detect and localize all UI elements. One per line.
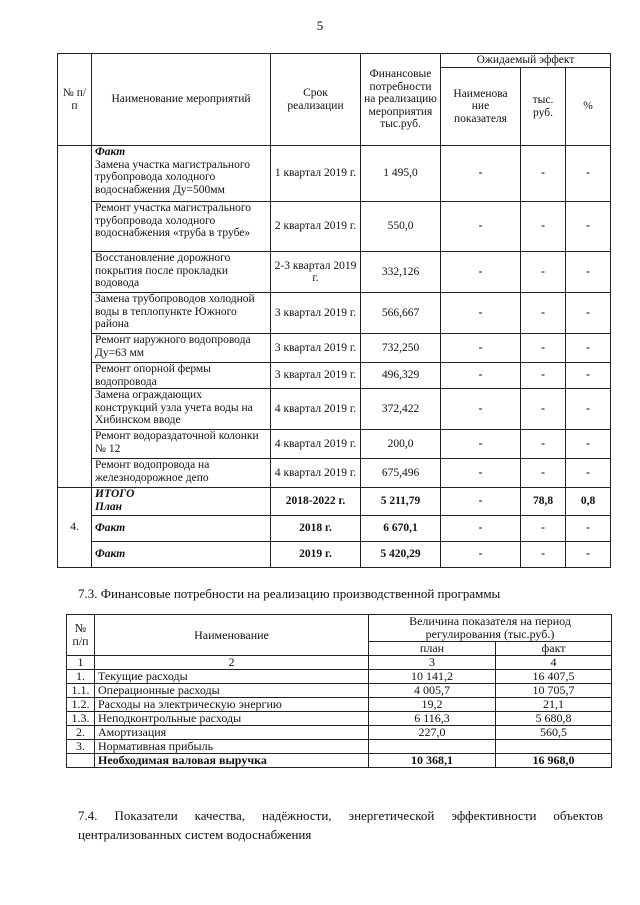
index-cell: 2: [95, 656, 369, 670]
measure-term: 3 квартал 2019 г.: [271, 363, 361, 389]
measure-row: [58, 146, 611, 202]
finance-row-name: Нормативная прибыль: [95, 740, 369, 754]
measure-effect-rub: -: [521, 363, 566, 389]
measure-name: Замена ограждающих конструкций узла учета воды на Хибинском вводе: [92, 389, 271, 430]
fact-row-term: 2018 г.: [271, 516, 361, 542]
measure-name: [92, 146, 271, 202]
measure-effect-pct: -: [566, 252, 611, 293]
finance-row-num: 1.1.: [67, 684, 95, 698]
fact-row-label: Факт: [92, 516, 271, 542]
index-row: [67, 656, 612, 670]
measure-term: 4 квартал 2019 г.: [271, 389, 361, 430]
measure-effect-rub: -: [521, 202, 566, 252]
section-7-3-title: 7.3. Финансовые потребности на реализацию производственной программы: [78, 586, 501, 601]
plan-label: План: [95, 500, 122, 513]
fact-row-label: Факт: [92, 542, 271, 568]
measure-effect-pct: -: [566, 293, 611, 334]
finance-row-num: 1.3.: [67, 712, 95, 726]
finance-row-plan: 10 368,1: [369, 754, 496, 768]
fact-row: [58, 516, 611, 542]
measure-sum: 1 495,0: [361, 146, 441, 202]
finance-row-plan: [369, 740, 496, 754]
measure-indicator: -: [441, 334, 521, 363]
measures-table-body: [58, 146, 611, 568]
finance-row-fact: 16 968,0: [496, 754, 612, 768]
finance-row-fact: [496, 740, 612, 754]
finance-row: [67, 754, 612, 768]
finance-row-fact: 21,1: [496, 698, 612, 712]
measure-effect-pct: -: [566, 363, 611, 389]
total-rub: 78,8: [521, 488, 566, 516]
measure-sum: 372,422: [361, 389, 441, 430]
measure-indicator: -: [441, 363, 521, 389]
fact-label: Факт: [95, 146, 126, 158]
measure-effect-rub: -: [521, 459, 566, 488]
measure-indicator: -: [441, 389, 521, 430]
measure-row: [58, 363, 611, 389]
measure-sum: 732,250: [361, 334, 441, 363]
finance-row-name: Необходимая валовая выручка: [95, 754, 369, 768]
total-num: 4.: [58, 488, 92, 568]
t2-header-fact: факт: [496, 642, 612, 656]
measure-row: [58, 389, 611, 430]
measure-effect-rub: -: [521, 389, 566, 430]
fact-row-indicator: -: [441, 542, 521, 568]
measure-row: [58, 252, 611, 293]
measure-term: 2 квартал 2019 г.: [271, 202, 361, 252]
finance-row-plan: 6 116,3: [369, 712, 496, 726]
measure-term: 3 квартал 2019 г.: [271, 293, 361, 334]
measure-name-text: Замена участка магистрального трубопровода холодного водоснабжения Ду=500мм: [95, 158, 251, 196]
page-number: 5: [316, 18, 324, 33]
fact-row: [58, 542, 611, 568]
total-sum: 5 211,79: [361, 488, 441, 516]
measure-sum: 332,126: [361, 252, 441, 293]
t2-header-name: Наименование: [95, 615, 369, 656]
section-7-4-title: 7.4. Показатели качества, надёжности, энергетической эффективности объектов: [78, 808, 603, 823]
header-effect: Ожидаемый эффект: [441, 54, 611, 68]
measures-table: [57, 53, 611, 568]
finance-row-name: Неподконтрольные расходы: [95, 712, 369, 726]
total-pct: 0,8: [566, 488, 611, 516]
measure-row: [58, 202, 611, 252]
measure-effect-rub: -: [521, 430, 566, 459]
measure-sum: 550,0: [361, 202, 441, 252]
finance-row-plan: 227,0: [369, 726, 496, 740]
finance-row-name: Расходы на электрическую энергию: [95, 698, 369, 712]
finance-row-plan: 4 005,7: [369, 684, 496, 698]
finance-row: [67, 712, 612, 726]
finance-row: [67, 684, 612, 698]
finance-row-fact: 16 407,5: [496, 670, 612, 684]
header-finance: Финансовые потребности на реализацию мероприятия тыс.руб.: [361, 54, 441, 146]
measure-name: Замена трубопроводов холодной воды в теплопункте Южного района: [92, 293, 271, 334]
finance-table: [66, 614, 612, 768]
measure-effect-rub: -: [521, 293, 566, 334]
measure-indicator: -: [441, 146, 521, 202]
finance-row: [67, 740, 612, 754]
index-cell: 1: [67, 656, 95, 670]
measure-effect-rub: -: [521, 146, 566, 202]
header-name: Наименование мероприятий: [92, 54, 271, 146]
finance-row: [67, 698, 612, 712]
total-label: [92, 488, 271, 516]
measure-indicator: -: [441, 430, 521, 459]
measure-effect-pct: -: [566, 334, 611, 363]
header-term: Срок реализации: [271, 54, 361, 146]
measure-sum: 675,496: [361, 459, 441, 488]
measure-term: 2-3 квартал 2019 г.: [271, 252, 361, 293]
measure-name: Восстановление дорожного покрытия после прокладки водовода: [92, 252, 271, 293]
measure-term: 3 квартал 2019 г.: [271, 334, 361, 363]
index-cell: 3: [369, 656, 496, 670]
measure-effect-rub: -: [521, 252, 566, 293]
fact-row-rub: -: [521, 516, 566, 542]
fact-row-sum: 5 420,29: [361, 542, 441, 568]
measure-row: [58, 430, 611, 459]
t2-header-num: № п/п: [67, 615, 95, 656]
finance-row: [67, 670, 612, 684]
measure-sum: 200,0: [361, 430, 441, 459]
measure-name: Ремонт участка магистрального трубопровода холодного водоснабжения «труба в трубе»: [92, 202, 271, 252]
total-row: [58, 488, 611, 516]
measure-name: Ремонт опорной фермы водопровода: [92, 363, 271, 389]
finance-row-num: 1.2.: [67, 698, 95, 712]
finance-row-name: Амортизация: [95, 726, 369, 740]
finance-row-fact: 560,5: [496, 726, 612, 740]
measure-row: [58, 293, 611, 334]
finance-row-fact: 10 705,7: [496, 684, 612, 698]
finance-table-body: [67, 656, 612, 768]
measure-sum: 566,667: [361, 293, 441, 334]
finance-row-plan: 19,2: [369, 698, 496, 712]
fact-row-pct: -: [566, 516, 611, 542]
measure-sum: 496,329: [361, 363, 441, 389]
fact-row-term: 2019 г.: [271, 542, 361, 568]
measure-row: [58, 459, 611, 488]
measure-term: 4 квартал 2019 г.: [271, 459, 361, 488]
finance-row-num: 3.: [67, 740, 95, 754]
measure-num-empty: [58, 146, 92, 488]
index-cell: 4: [496, 656, 612, 670]
measure-row: [58, 334, 611, 363]
measure-indicator: -: [441, 202, 521, 252]
finance-row-num: [67, 754, 95, 768]
itogo-label: ИТОГО: [95, 488, 135, 500]
header-num: № п/п: [58, 54, 92, 146]
total-term: 2018-2022 г.: [271, 488, 361, 516]
total-indicator: -: [441, 488, 521, 516]
finance-row-num: 1.: [67, 670, 95, 684]
section-7-4-title-cont: централизованных систем водоснабжения: [78, 827, 312, 842]
measure-term: 1 квартал 2019 г.: [271, 146, 361, 202]
finance-row-name: Операционные расходы: [95, 684, 369, 698]
measure-indicator: -: [441, 252, 521, 293]
measure-indicator: -: [441, 459, 521, 488]
finance-row: [67, 726, 612, 740]
header-thous-rub: тыс. руб.: [521, 68, 566, 146]
header-percent: %: [566, 68, 611, 146]
measure-effect-pct: -: [566, 202, 611, 252]
fact-row-indicator: -: [441, 516, 521, 542]
measure-effect-pct: -: [566, 389, 611, 430]
fact-row-sum: 6 670,1: [361, 516, 441, 542]
fact-row-pct: -: [566, 542, 611, 568]
measure-name: Ремонт наружного водопровода Ду=63 мм: [92, 334, 271, 363]
finance-row-fact: 5 680,8: [496, 712, 612, 726]
measure-term: 4 квартал 2019 г.: [271, 430, 361, 459]
t2-header-value: Величина показателя на период регулирования (тыс.руб.): [369, 615, 612, 642]
header-indicator: Наименова ние показателя: [441, 68, 521, 146]
measure-indicator: -: [441, 293, 521, 334]
measure-effect-pct: -: [566, 459, 611, 488]
finance-row-num: 2.: [67, 726, 95, 740]
fact-row-rub: -: [521, 542, 566, 568]
t2-header-plan: план: [369, 642, 496, 656]
measure-effect-pct: -: [566, 146, 611, 202]
measure-effect-pct: -: [566, 430, 611, 459]
measure-effect-rub: -: [521, 334, 566, 363]
finance-row-plan: 10 141,2: [369, 670, 496, 684]
measure-name: Ремонт водораздаточной колонки № 12: [92, 430, 271, 459]
measure-name: Ремонт водопровода на железнодорожное депо: [92, 459, 271, 488]
finance-row-name: Текущие расходы: [95, 670, 369, 684]
